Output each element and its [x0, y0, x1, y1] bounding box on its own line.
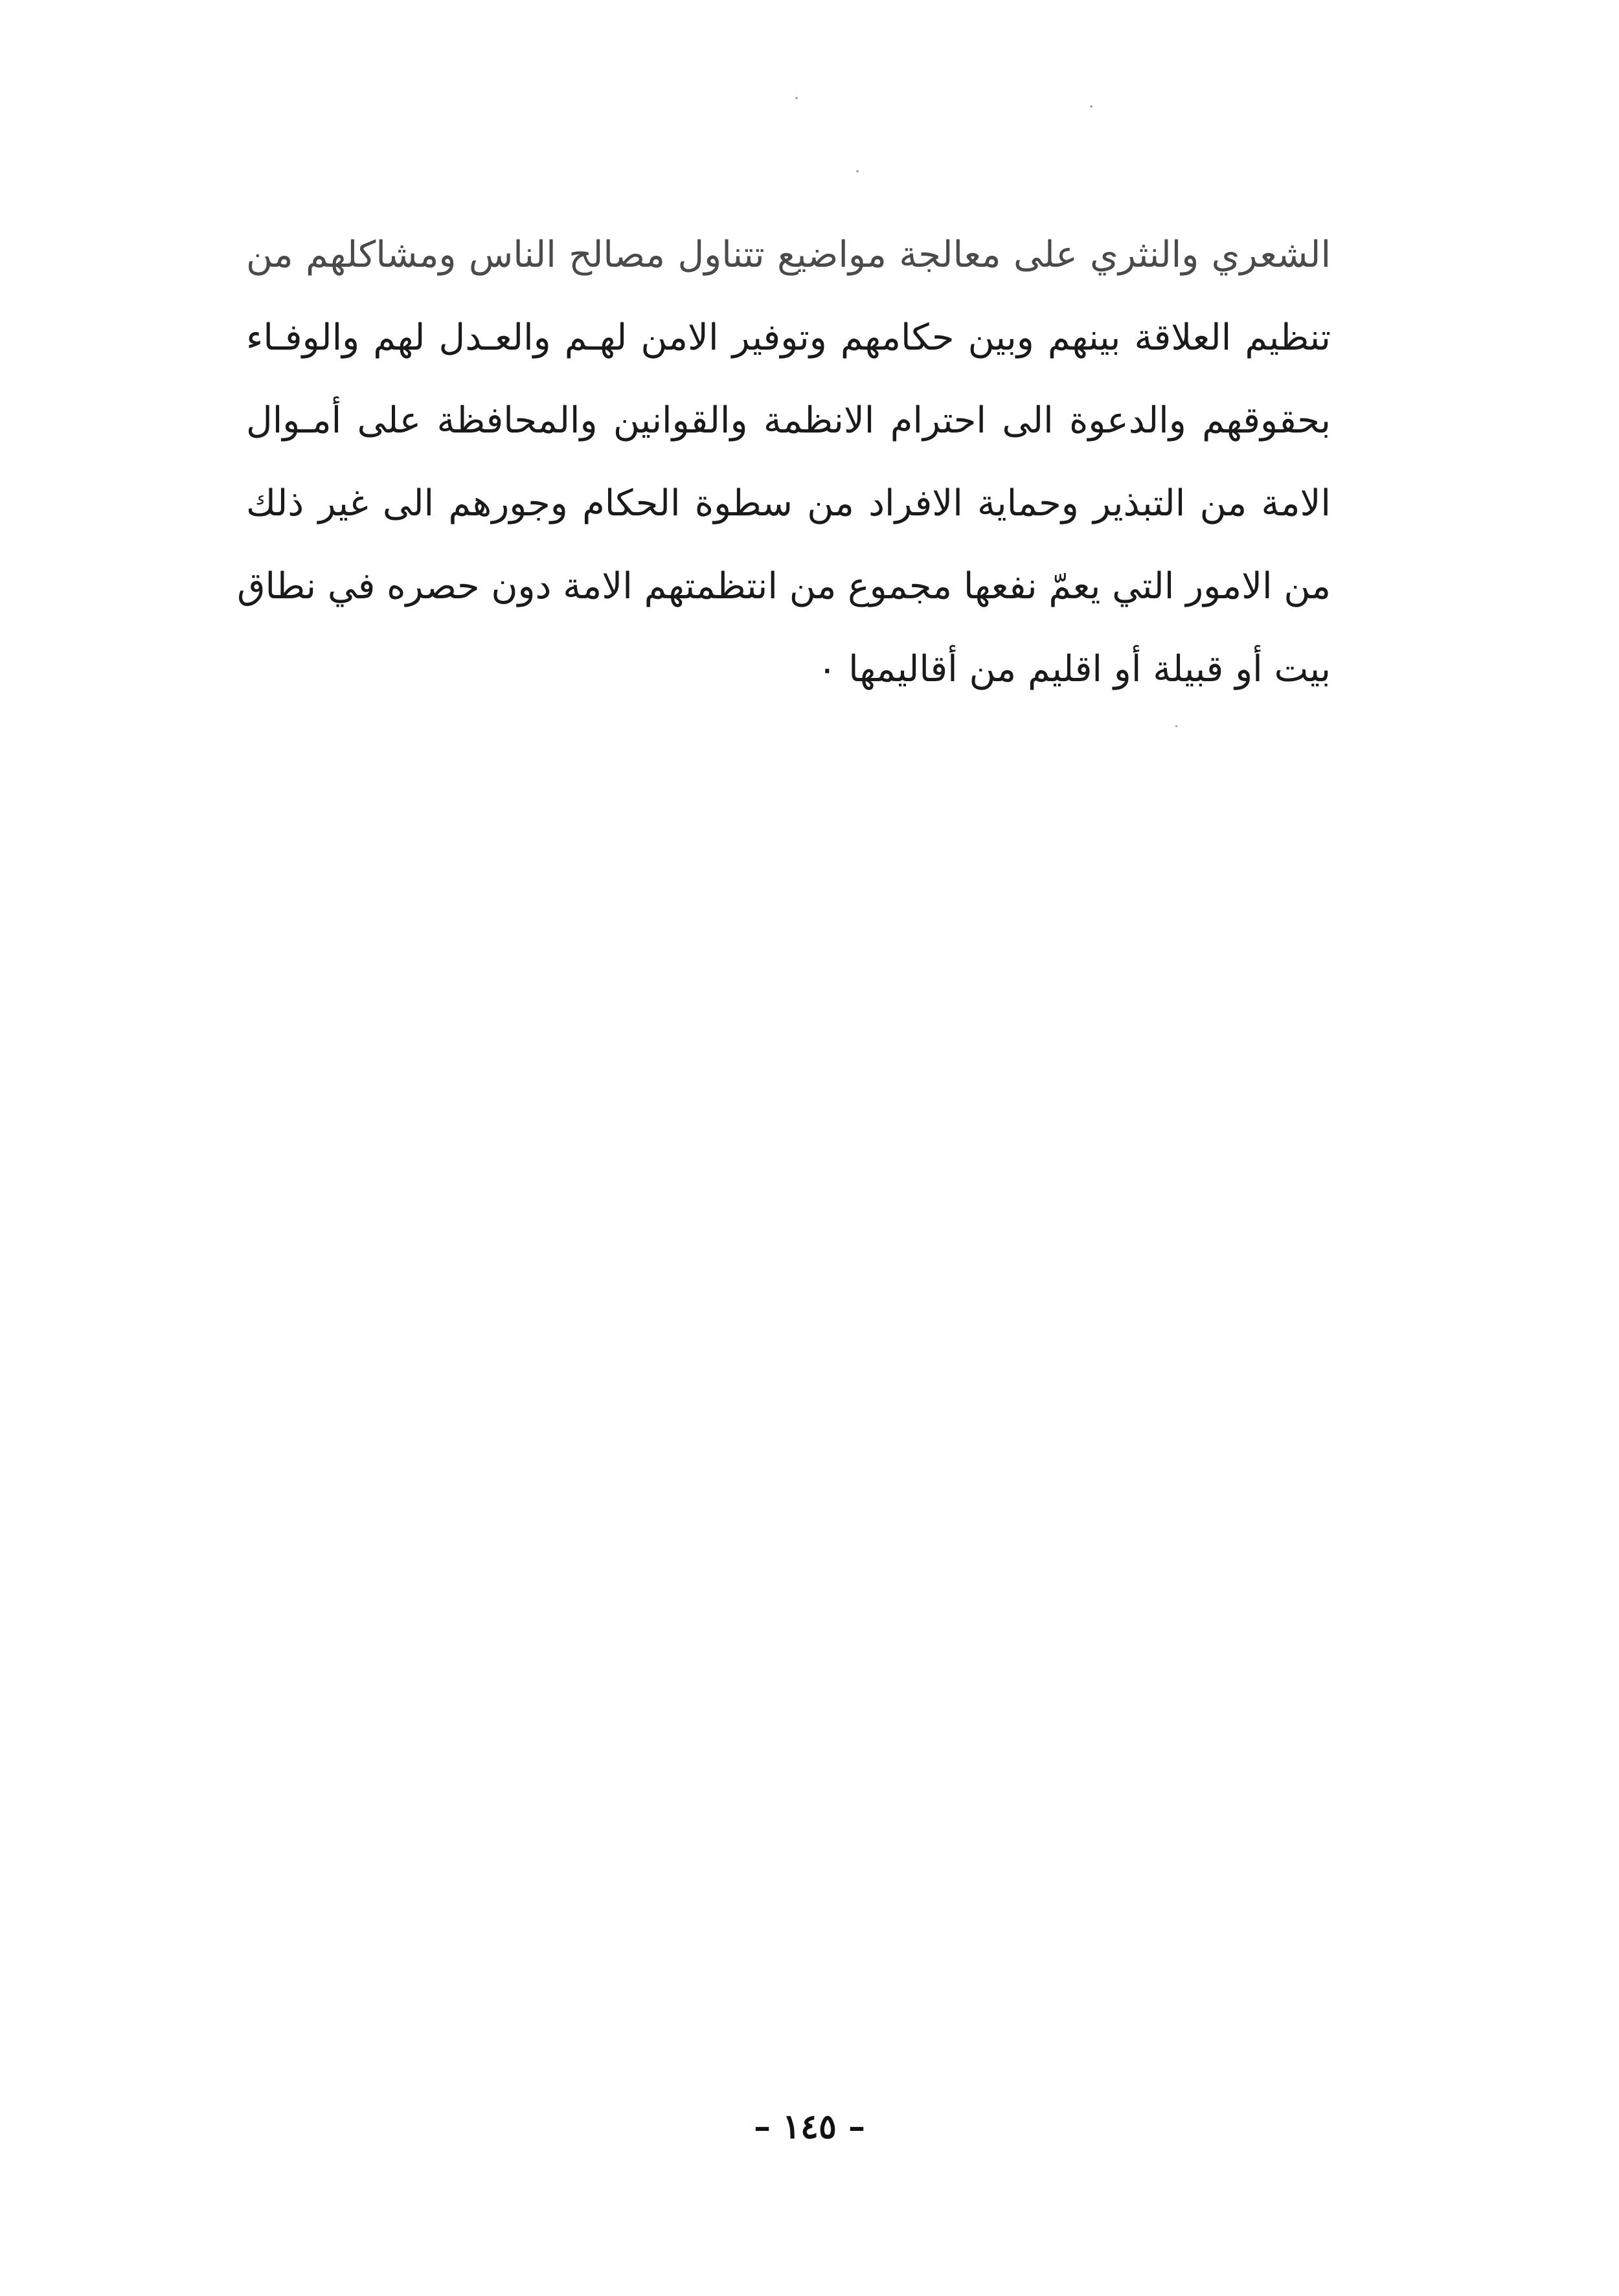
scan-speck [1090, 106, 1093, 107]
page-number: – ١٤٥ – [753, 2107, 865, 2146]
scan-speck [795, 97, 798, 99]
text-line: تنظيم العلاقة بينهم وبين حكامهم وتوفير الامن لهـم والعـدل لهم والوفـاء [246, 317, 1331, 359]
text-line: من الامور التي يعمّ نفعها مجموع من انتظمتهم الامة دون حصره في نطاق [237, 565, 1331, 607]
text-line: بيت أو قبيلة أو اقليم من أقاليمها ٠ [817, 648, 1331, 690]
text-line: بحقوقهم والدعوة الى احترام الانظمة والقوانين والمحافظة على أمـوال [246, 400, 1331, 442]
text-line: الشعري والنثري على معالجة مواضيع تتناول مصالح الناس ومشاكلهم من [246, 234, 1331, 276]
scan-speck [856, 170, 859, 172]
scan-speck [1175, 725, 1177, 727]
text-line: الامة من التبذير وحماية الافراد من سطوة الحكام وجورهم الى غير ذلك [246, 482, 1331, 524]
body-paragraph [237, 214, 1331, 711]
